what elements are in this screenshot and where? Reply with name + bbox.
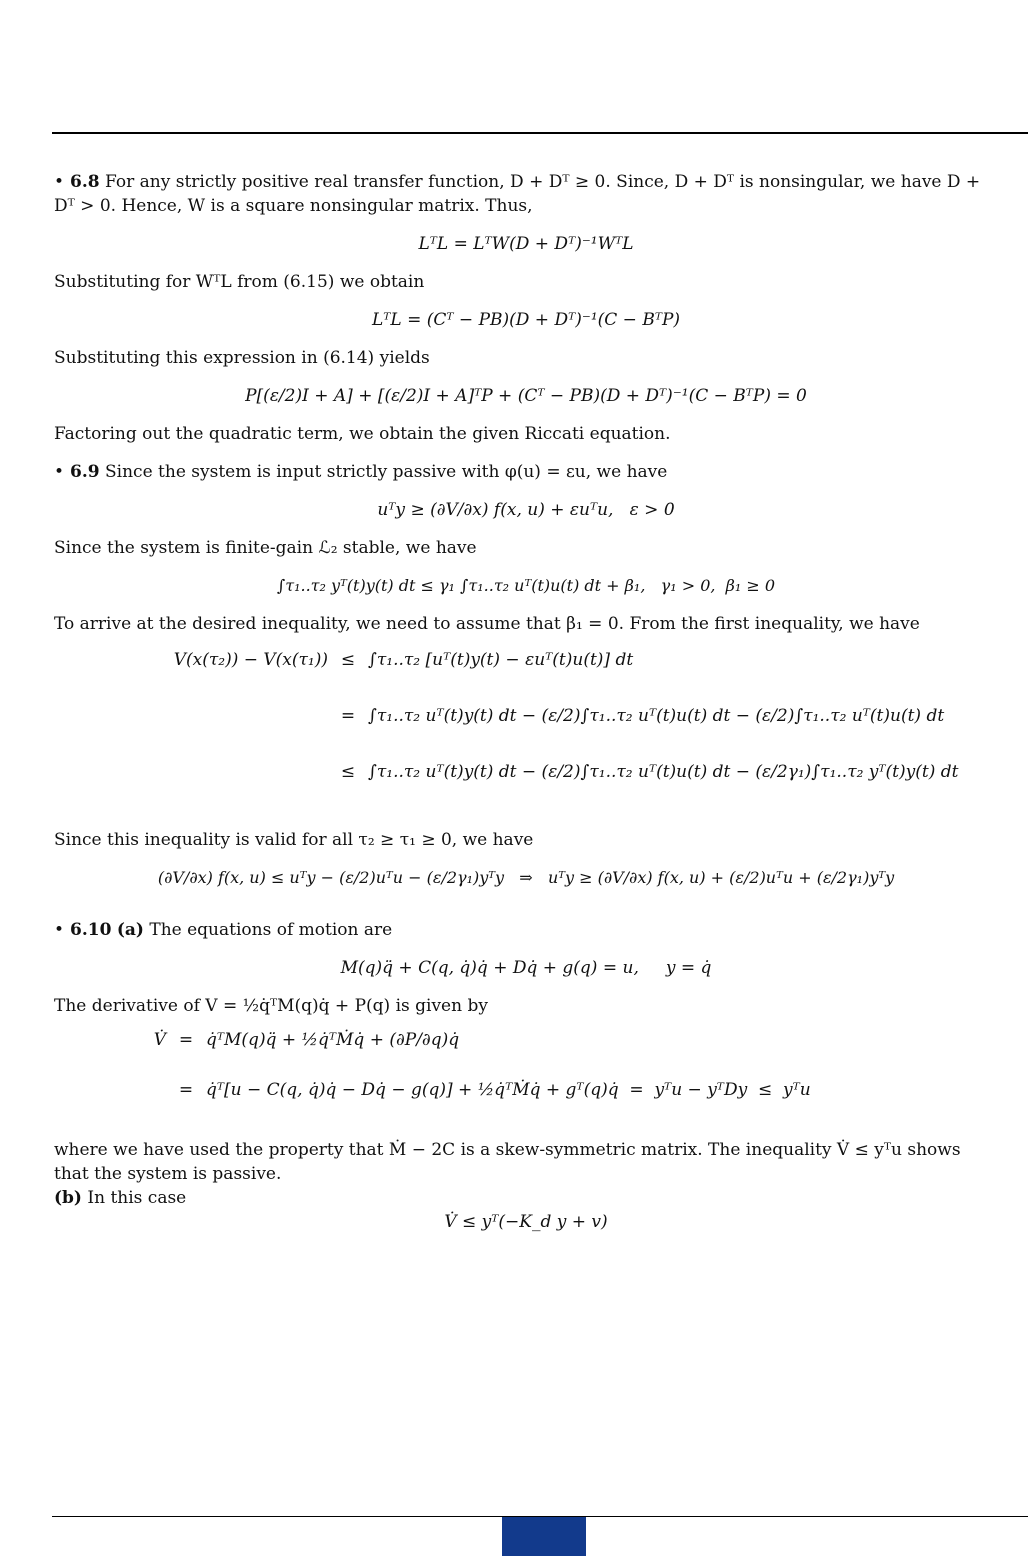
rhs: q̇ᵀM(q)q̈ + ½q̇ᵀṀq̇ + (∂P/∂q)q̇ bbox=[206, 1030, 460, 1050]
text: Since the system is finite-gain ℒ₂ stable, we have bbox=[54, 538, 477, 558]
header-rule bbox=[52, 132, 1028, 134]
text: The derivative of V = ½q̇ᵀM(q)q̇ + P(q) is given by bbox=[54, 996, 488, 1016]
item-label-6-9: 6.9 bbox=[70, 462, 100, 482]
bullet: • bbox=[54, 172, 65, 192]
relation: ≤ bbox=[340, 762, 356, 782]
equation: (∂V/∂x) f(x, u) ≤ uᵀy − (ε/2)uᵀu − (ε/2γ₁)yᵀy ⇒ uᵀy ≥ (∂V/∂x) f(x, u) + (ε/2)uᵀu + (ε/2γ₁)yᵀy bbox=[157, 868, 895, 887]
equation: V̇ ≤ yᵀ(−K_d y + v) bbox=[444, 1212, 608, 1232]
aligned-row bbox=[146, 1028, 998, 1078]
part-label-a: (a) bbox=[116, 920, 144, 940]
relation: = bbox=[340, 706, 356, 726]
text: Substituting this expression in (6.14) yields bbox=[54, 348, 430, 368]
item-label-6-10: 6.10 bbox=[70, 920, 112, 940]
text: For any strictly positive real transfer function, D + Dᵀ ≥ 0. Since, D + Dᵀ is nonsingular, we have D + Dᵀ > 0. Hence, W is a square nonsingular matrix. Thus, bbox=[54, 172, 981, 216]
bullet: • bbox=[54, 920, 65, 940]
aligned-row bbox=[146, 1078, 998, 1128]
rhs: q̇ᵀ[u − C(q, q̇)q̇ − Dq̇ − g(q)] + ½q̇ᵀṀq̇ + gᵀ(q)q̇ = yᵀu − yᵀDy ≤ yᵀu bbox=[206, 1080, 811, 1100]
rhs: ∫τ₁..τ₂ [uᵀ(t)y(t) − εuᵀ(t)u(t)] dt bbox=[368, 650, 634, 670]
relation: = bbox=[178, 1030, 194, 1050]
rhs: ∫τ₁..τ₂ uᵀ(t)y(t) dt − (ε/2)∫τ₁..τ₂ uᵀ(t)u(t) dt − (ε/2)∫τ₁..τ₂ uᵀ(t)u(t) dt bbox=[368, 706, 945, 726]
lhs: V̇ bbox=[153, 1030, 166, 1050]
lhs: V(x(τ₂)) − V(x(τ₁)) bbox=[173, 650, 328, 670]
page-number-tab bbox=[502, 1517, 586, 1556]
equation: M(q)q̈ + C(q, q̇)q̇ + Dq̇ + g(q) = u, y = q̇ bbox=[340, 958, 712, 978]
equation: LᵀL = (Cᵀ − PB)(D + Dᵀ)⁻¹(C − BᵀP) bbox=[371, 310, 681, 330]
paragraph-6-9-intro bbox=[54, 460, 998, 484]
part-label-b: (b) bbox=[54, 1188, 82, 1208]
text: The equations of motion are bbox=[149, 920, 393, 940]
paragraph-6-10-intro bbox=[54, 918, 998, 942]
rhs: ∫τ₁..τ₂ uᵀ(t)y(t) dt − (ε/2)∫τ₁..τ₂ uᵀ(t)u(t) dt − (ε/2γ₁)∫τ₁..τ₂ yᵀ(t)y(t) dt bbox=[368, 762, 959, 782]
text: Since the system is input strictly passive with φ(u) = εu, we have bbox=[105, 462, 668, 482]
text: Substituting for WᵀL from (6.15) we obtain bbox=[54, 272, 425, 292]
text: where we have used the property that Ṁ − 2C is a skew-symmetric matrix. The inequality V̇ ≤ yᵀu shows that the system is passive. bbox=[54, 1140, 961, 1184]
bullet: • bbox=[54, 462, 65, 482]
text: Factoring out the quadratic term, we obtain the given Riccati equation. bbox=[54, 424, 671, 444]
aligned-equations bbox=[146, 1028, 998, 1128]
paragraph-6-10-b bbox=[54, 1186, 998, 1210]
aligned-row bbox=[138, 704, 998, 760]
item-label-6-8: 6.8 bbox=[70, 172, 100, 192]
text: Since this inequality is valid for all τ₂ ≥ τ₁ ≥ 0, we have bbox=[54, 830, 534, 850]
paragraph-6-8-intro bbox=[54, 170, 998, 218]
aligned-equations bbox=[138, 648, 998, 816]
text: In this case bbox=[87, 1188, 187, 1208]
equation: LᵀL = LᵀW(D + Dᵀ)⁻¹WᵀL bbox=[418, 234, 634, 254]
relation: = bbox=[178, 1080, 194, 1100]
equation: ∫τ₁..τ₂ yᵀ(t)y(t) dt ≤ γ₁ ∫τ₁..τ₂ uᵀ(t)u(t) dt + β₁, γ₁ > 0, β₁ ≥ 0 bbox=[276, 576, 776, 595]
equation: uᵀy ≥ (∂V/∂x) f(x, u) + εuᵀu, ε > 0 bbox=[377, 500, 675, 520]
text: To arrive at the desired inequality, we need to assume that β₁ = 0. From the first inequality, we have bbox=[54, 614, 920, 634]
aligned-row bbox=[138, 648, 998, 704]
aligned-row bbox=[138, 760, 998, 816]
equation: P[(ε/2)I + A] + [(ε/2)I + A]ᵀP + (Cᵀ − PB)(D + Dᵀ)⁻¹(C − BᵀP) = 0 bbox=[245, 386, 807, 406]
relation: ≤ bbox=[340, 650, 356, 670]
page-content bbox=[54, 170, 998, 1248]
